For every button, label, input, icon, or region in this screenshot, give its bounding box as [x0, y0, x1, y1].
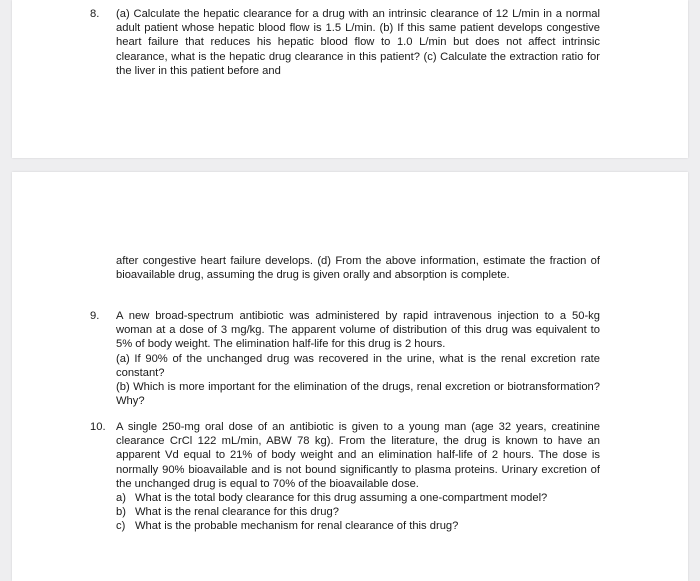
document-page-1: [12, 0, 688, 158]
question-10: [90, 420, 600, 534]
sub-question-text: What is the renal clearance for this drug?: [135, 506, 339, 519]
sub-question-c: [116, 519, 600, 533]
question-part-b: (b) Which is more important for the elimination of the drugs, renal excretion or biotransformation? Why?: [116, 381, 600, 408]
sub-question-label: b): [116, 506, 126, 519]
question-intro: A new broad-spectrum antibiotic was administered by rapid intravenous injection to a 50-kg woman at a dose of 3 mg/kg. The apparent volume of distribution of this drug was equivalent to 5% of body weight. The elimination half-life for this drug is 2 hours.: [116, 310, 600, 351]
sub-question-label: a): [116, 492, 126, 505]
sub-question-text: What is the probable mechanism for renal clearance of this drug?: [135, 520, 459, 533]
question-9: [90, 309, 600, 408]
sub-question-a: [116, 491, 600, 505]
question-8: [90, 7, 600, 78]
document-page-2: [12, 172, 688, 581]
question-number: 10.: [90, 421, 106, 433]
sub-question-text: What is the total body clearance for this drug assuming a one-compartment model?: [135, 492, 548, 505]
question-intro: A single 250-mg oral dose of an antibiotic is given to a young man (age 32 years, creatinine clearance CrCl 122 mL/min, ABW 78 kg). From the literature, the drug is known to have an apparent Vd equal to 21% of body weight and an elimination half-life of 2 hours. The dose is normally 90% bioavailable and is not bound significantly to plasma proteins. Urinary excretion of the unchanged drug is equal to 70% of the bioavailable dose.: [116, 421, 600, 490]
question-part-a: (a) If 90% of the unchanged drug was recovered in the urine, what is the renal excretion rate constant?: [116, 352, 600, 379]
sub-question-b: [116, 505, 600, 519]
question-text: (a) Calculate the hepatic clearance for a drug with an intrinsic clearance of 12 L/min in a normal adult patient whose hepatic blood flow is 1.5 L/min. (b) If this same patient develops congestive heart failure that reduces his hepatic blood flow to 1.0 L/min but does not affect intrinsic clearance, what is the hepatic drug clearance in this patient? (c) Calculate the extraction ratio for the liver in this patient before and: [116, 8, 600, 77]
question-text: after congestive heart failure develops. (d) From the above information, estimate the fraction of bioavailable drug, assuming the drug is given orally and absorption is complete.: [116, 255, 600, 282]
sub-question-list: [116, 491, 600, 534]
question-number: 9.: [90, 310, 100, 322]
sub-question-label: c): [116, 520, 126, 533]
question-number: 8.: [90, 8, 100, 20]
question-8-continued: [116, 254, 600, 282]
